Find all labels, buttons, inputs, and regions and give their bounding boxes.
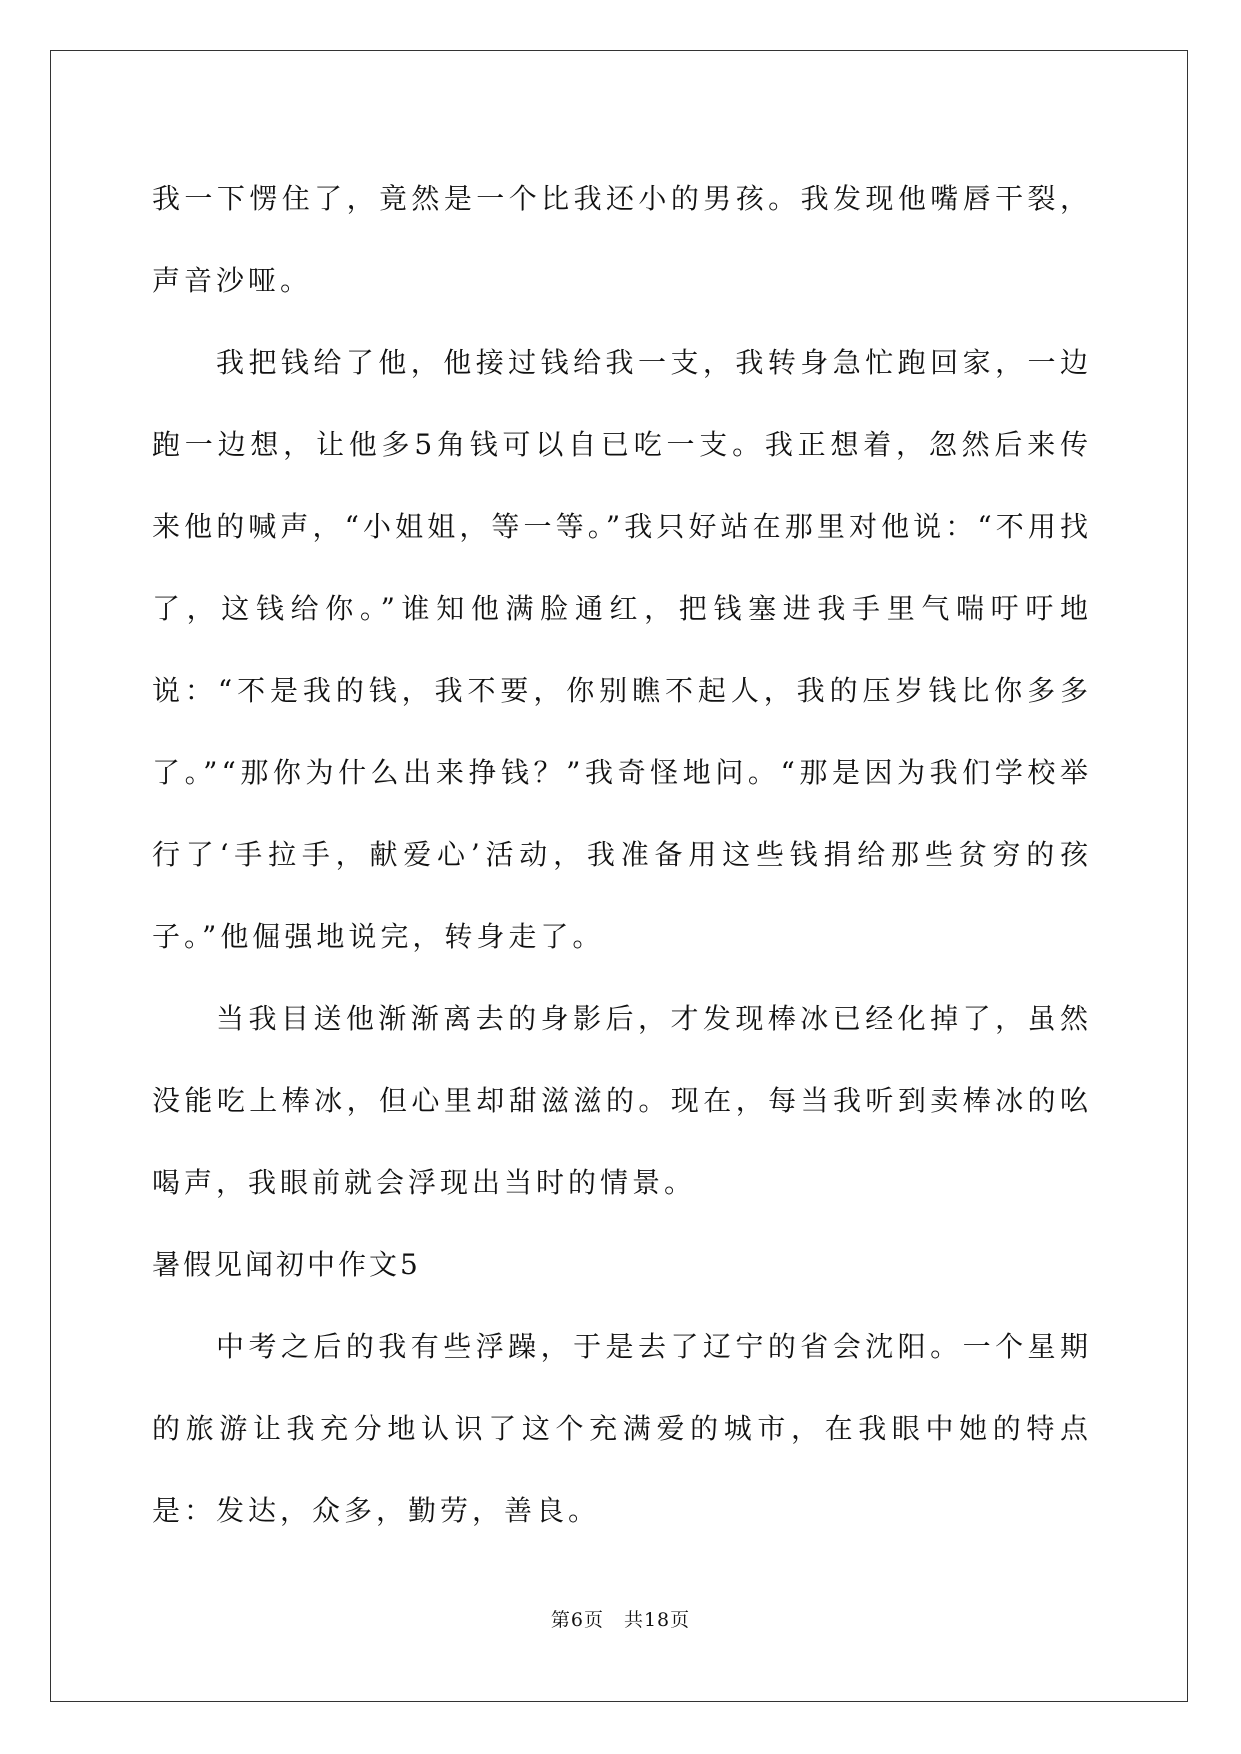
page-number: 第6页 共18页 bbox=[550, 1609, 691, 1631]
paragraph: 我把钱给了他，他接过钱给我一支，我转身急忙跑回家，一边跑一边想，让他多5角钱可以自已吃一支。我正想着，忽然后来传来他的喊声，“小姐姐，等一等。”我只好站在那里对他说：“不用找了，这钱给你。”谁知他满脸通红，把钱塞进我手里气喘吁吁地说：“不是我的钱，我不要，你别瞧不起人，我的压岁钱比你多多了。”“那你为什么出来挣钱？”我奇怪地问。“那是因为我们学校举行了‘手拉手，献爱心’活动，我准备用这些钱捐给那些贫穷的孩子。”他倔强地说完，转身走了。 bbox=[152, 346, 1092, 953]
paragraph: 中考之后的我有些浮躁，于是去了辽宁的省会沈阳。一个星期的旅游让我充分地认识了这个充满爱的城市，在我眼中她的特点是：发达，众多，勤劳，善良。 bbox=[152, 1330, 1092, 1527]
paragraph: 当我目送他渐渐离去的身影后，才发现棒冰已经化掉了，虽然没能吃上棒冰，但心里却甜滋滋的。现在，每当我听到卖棒冰的吆喝声，我眼前就会浮现出当时的情景。 bbox=[152, 1002, 1092, 1199]
document-body bbox=[152, 158, 1092, 1552]
section-heading: 暑假见闻初中作文5 bbox=[152, 1248, 421, 1281]
paragraph: 我一下愣住了，竟然是一个比我还小的男孩。我发现他嘴唇干裂，声音沙哑。 bbox=[152, 182, 1092, 297]
page-footer bbox=[0, 1605, 1241, 1632]
